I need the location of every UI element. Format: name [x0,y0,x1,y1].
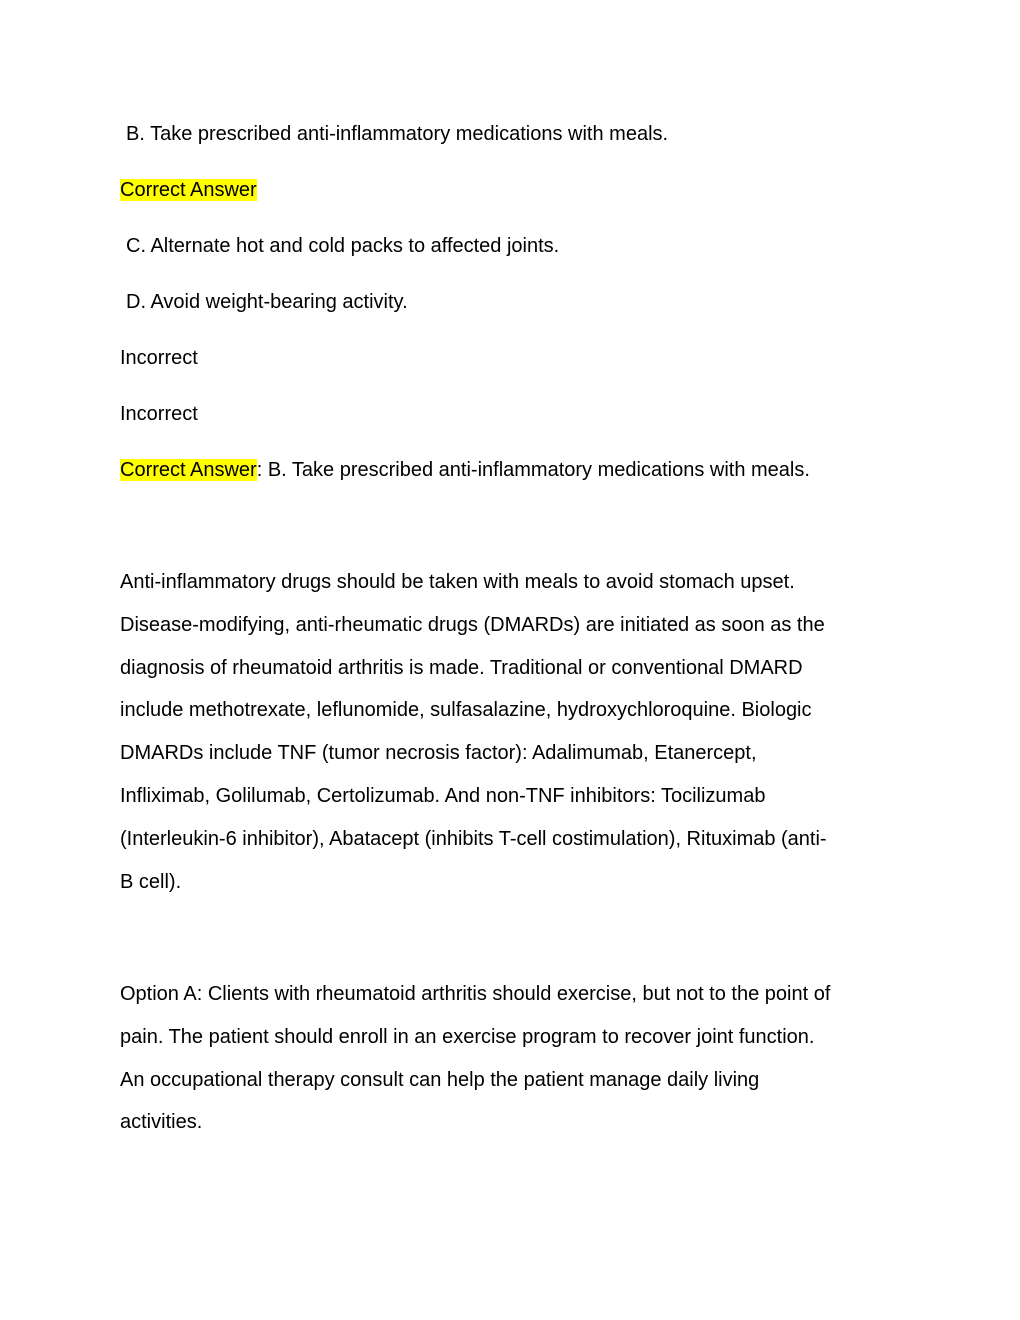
answer-line-text: : B. Take prescribed anti-inflammatory medications with meals. [256,459,810,481]
option-b: B. Take prescribed anti-inflammatory medications with meals. [126,123,669,145]
rationale-line: (Interleukin-6 inhibitor), Abatacept (inhibits T-cell costimulation), Rituximab (anti- [120,827,827,850]
option-a-line: activities. [120,1111,203,1134]
incorrect-label-1: Incorrect [120,347,198,369]
option-c: C. Alternate hot and cold packs to affected joints. [126,235,560,257]
correct-answer-marker [120,176,257,204]
incorrect-label-2: Incorrect [120,403,198,425]
rationale-line: DMARDs include TNF (tumor necrosis factor): Adalimumab, Etanercept, [120,742,757,765]
rationale-line: Anti-inflammatory drugs should be taken with meals to avoid stomach upset. [120,571,795,593]
option-a-line: Option A: Clients with rheumatoid arthritis should exercise, but not to the point of [120,983,831,1005]
answer-line-label: Correct Answer [120,459,257,481]
correct-answer-highlight: Correct Answer [120,179,257,201]
rationale-line: Disease-modifying, anti-rheumatic drugs (DMARDs) are initiated as soon as the [120,613,825,636]
rationale-line: Infliximab, Golilumab, Certolizumab. And non-TNF inhibitors: Tocilizumab [120,784,766,807]
option-a-line: An occupational therapy consult can help the patient manage daily living [120,1068,760,1091]
rationale-paragraph [120,561,910,903]
rationale-line: B cell). [120,870,182,893]
option-d: D. Avoid weight-bearing activity. [126,291,408,313]
rationale-line: include methotrexate, leflunomide, sulfasalazine, hydroxychloroquine. Biologic [120,699,812,722]
option-a-line: pain. The patient should enroll in an exercise program to recover joint function. [120,1025,815,1048]
answer-line [120,456,810,484]
rationale-line: diagnosis of rheumatoid arthritis is made. Traditional or conventional DMARD [120,656,803,679]
option-a-paragraph [120,973,910,1144]
